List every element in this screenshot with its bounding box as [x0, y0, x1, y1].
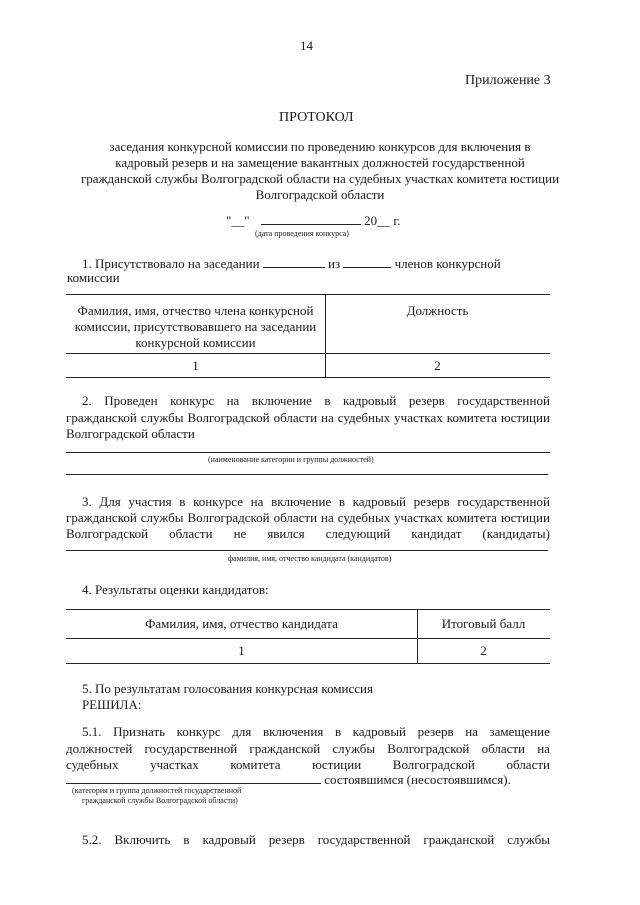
table2-header-col2: Итоговый балл	[441, 616, 526, 631]
table1-num-1: 1	[192, 358, 199, 373]
table2-mid-border	[66, 638, 550, 639]
appendix-label: Приложение 3	[465, 73, 551, 88]
section1-line2: комиссии	[67, 270, 120, 285]
section1-text-b: из	[328, 256, 341, 271]
table2-num-1: 1	[238, 643, 245, 658]
p51-line2: должностей государственной гражданской службы Волгоградской области на	[66, 741, 550, 756]
date-quote: "__"	[226, 213, 250, 228]
section1-text-a: 1. Присутствовало на заседании	[82, 256, 260, 271]
section3-caption: фамилия, имя, отчество кандидата (кандидатов)	[228, 554, 392, 563]
p51-line3: судебных участках комитета юстиции Волгоградской области	[66, 757, 550, 772]
table1-num-2: 2	[434, 358, 441, 373]
subtitle-line-1: заседания конкурсной комиссии по проведению конкурсов для включения в	[109, 139, 531, 154]
category-blank-2[interactable]	[66, 474, 548, 475]
table1-mid-border	[66, 353, 550, 354]
table1-header-col1-line3: конкурсной комиссии	[135, 335, 256, 350]
table2-top-border	[66, 609, 550, 610]
p51-caption-line1: (категория и группа должностей государственной	[72, 786, 242, 795]
section4-line1: 4. Результаты оценки кандидатов:	[82, 582, 269, 597]
section5-line1: 5. По результатам голосования конкурсная комиссия	[82, 681, 373, 696]
section5-decision-heading: РЕШИЛА:	[82, 697, 142, 712]
p52-line1: 5.2. Включить в кадровый резерв государственной гражданской службы	[82, 832, 550, 847]
table1-header-col2: Должность	[406, 303, 469, 318]
section3-line1: 3. Для участия в конкурсе на включение в кадровый резерв государственной	[82, 494, 550, 509]
p51-caption-line2: гражданской службы Волгоградской области)	[82, 796, 238, 805]
table1-bottom-border	[66, 377, 550, 378]
section3-line2: гражданской службы Волгоградской области на судебных участках комитета юстиции	[66, 510, 550, 525]
section3-line3: Волгоградской области не явился следующий кандидат (кандидаты)	[66, 526, 550, 541]
present-count-blank[interactable]	[263, 254, 325, 268]
section2-line3: Волгоградской области	[66, 426, 195, 441]
subtitle-line-2: кадровый резерв и на замещение вакантных должностей государственной	[115, 155, 525, 170]
total-count-blank[interactable]	[343, 254, 391, 268]
category-group-blank[interactable]	[66, 770, 321, 784]
subtitle-line-3: гражданской службы Волгоградской области на судебных участках комитета юстиции	[80, 171, 560, 186]
section1-text-c: членов конкурсной	[394, 256, 501, 271]
p51-line1: 5.1. Признать конкурс для включения в кадровый резерв на замещение	[82, 724, 550, 739]
section2-line2: гражданской службы Волгоградской области на судебных участках комитета юстиции	[66, 410, 550, 425]
section2-line1: 2. Проведен конкурс на включение в кадровый резерв государственной	[82, 393, 550, 408]
page-number: 14	[300, 38, 313, 53]
date-caption: (дата проведения конкурса)	[255, 229, 349, 238]
section1-line1	[82, 254, 501, 272]
category-blank-1[interactable]	[66, 452, 550, 453]
table1-header-col1-line1: Фамилия, имя, отчество члена конкурсной	[77, 303, 314, 318]
table1-header-col1-line2: комиссии, присутствовавшего на заседании	[74, 319, 317, 334]
document-title: ПРОТОКОЛ	[279, 110, 354, 125]
absent-candidate-blank[interactable]	[66, 550, 548, 551]
date-year: 20__ г.	[364, 213, 401, 228]
table2-header-col1: Фамилия, имя, отчество кандидата	[145, 616, 338, 631]
subtitle-line-4: Волгоградской области	[255, 187, 385, 202]
table1-top-border	[66, 294, 550, 295]
p51-outcome: состоявшимся (несостоявшимся).	[324, 772, 511, 787]
date-day-field	[226, 211, 401, 229]
date-month-blank[interactable]	[261, 211, 361, 225]
table2-bottom-border	[66, 663, 550, 664]
table2-num-2: 2	[480, 643, 487, 658]
section2-caption: (наименование категории и группы должностей)	[208, 455, 374, 464]
